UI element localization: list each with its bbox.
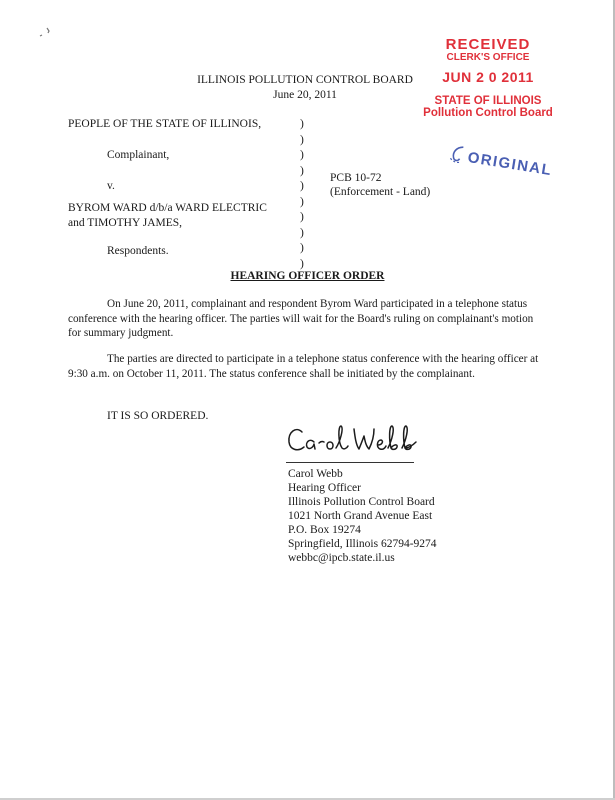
case-type: (Enforcement - Land) <box>330 186 431 198</box>
stamp-received: RECEIVED <box>445 36 531 53</box>
order-closing: IT IS SO ORDERED. <box>107 410 209 422</box>
caption-respondent-line2: and TIMOTHY JAMES, <box>68 217 183 229</box>
scan-speck-mark <box>38 26 54 40</box>
signer-title: Hearing Officer <box>288 482 361 494</box>
signer-address-line1: 1021 North Grand Avenue East <box>288 510 433 522</box>
caption-plaintiff: PEOPLE OF THE STATE OF ILLINOIS, <box>68 118 262 130</box>
signature-line <box>286 462 414 463</box>
signer-email: webbc@ipcb.state.il.us <box>288 552 395 564</box>
stamp-board: Pollution Control Board <box>423 107 553 119</box>
caption-respondent-line1: BYROM WARD d/b/a WARD ELECTRIC <box>68 202 267 214</box>
caption-plaintiff-role: Complainant, <box>107 149 170 161</box>
signer-city-state-zip: Springfield, Illinois 62794-9274 <box>288 538 437 550</box>
signer-name: Carol Webb <box>288 468 343 480</box>
caption-parentheses: ) ) ) ) ) ) ) ) ) ) <box>300 118 304 270</box>
signer-organization: Illinois Pollution Control Board <box>288 496 435 508</box>
handwritten-signature <box>284 412 434 460</box>
board-title: ILLINOIS POLLUTION CONTROL BOARD <box>197 74 413 86</box>
order-date: June 20, 2011 <box>273 89 337 101</box>
original-stamp <box>444 142 559 199</box>
stamp-date: JUN 2 0 2011 <box>442 69 534 85</box>
stamp-state: STATE OF ILLINOIS <box>434 95 542 107</box>
order-title: HEARING OFFICER ORDER <box>230 270 385 282</box>
stamp-clerk-office: CLERK'S OFFICE <box>446 52 530 63</box>
case-number: PCB 10-72 <box>330 172 382 184</box>
caption-versus: v. <box>107 180 115 192</box>
signer-address-line2: P.O. Box 19274 <box>288 524 361 536</box>
original-stamp-text: ORIGINAL <box>466 149 554 180</box>
order-paragraph-1: On June 20, 2011, complainant and respondent Byrom Ward participated in a telephone status conference with the hearing officer. The parties will wait for the Board's ruling on complainant's motion for summary judgment. <box>68 298 534 339</box>
caption-respondent-role: Respondents. <box>107 245 169 257</box>
order-paragraph-2: The parties are directed to participate in a telephone status conference with the hearing officer at 9:30 a.m. on October 11, 2011. The status conference shall be initiated by the complainant. <box>68 353 539 380</box>
